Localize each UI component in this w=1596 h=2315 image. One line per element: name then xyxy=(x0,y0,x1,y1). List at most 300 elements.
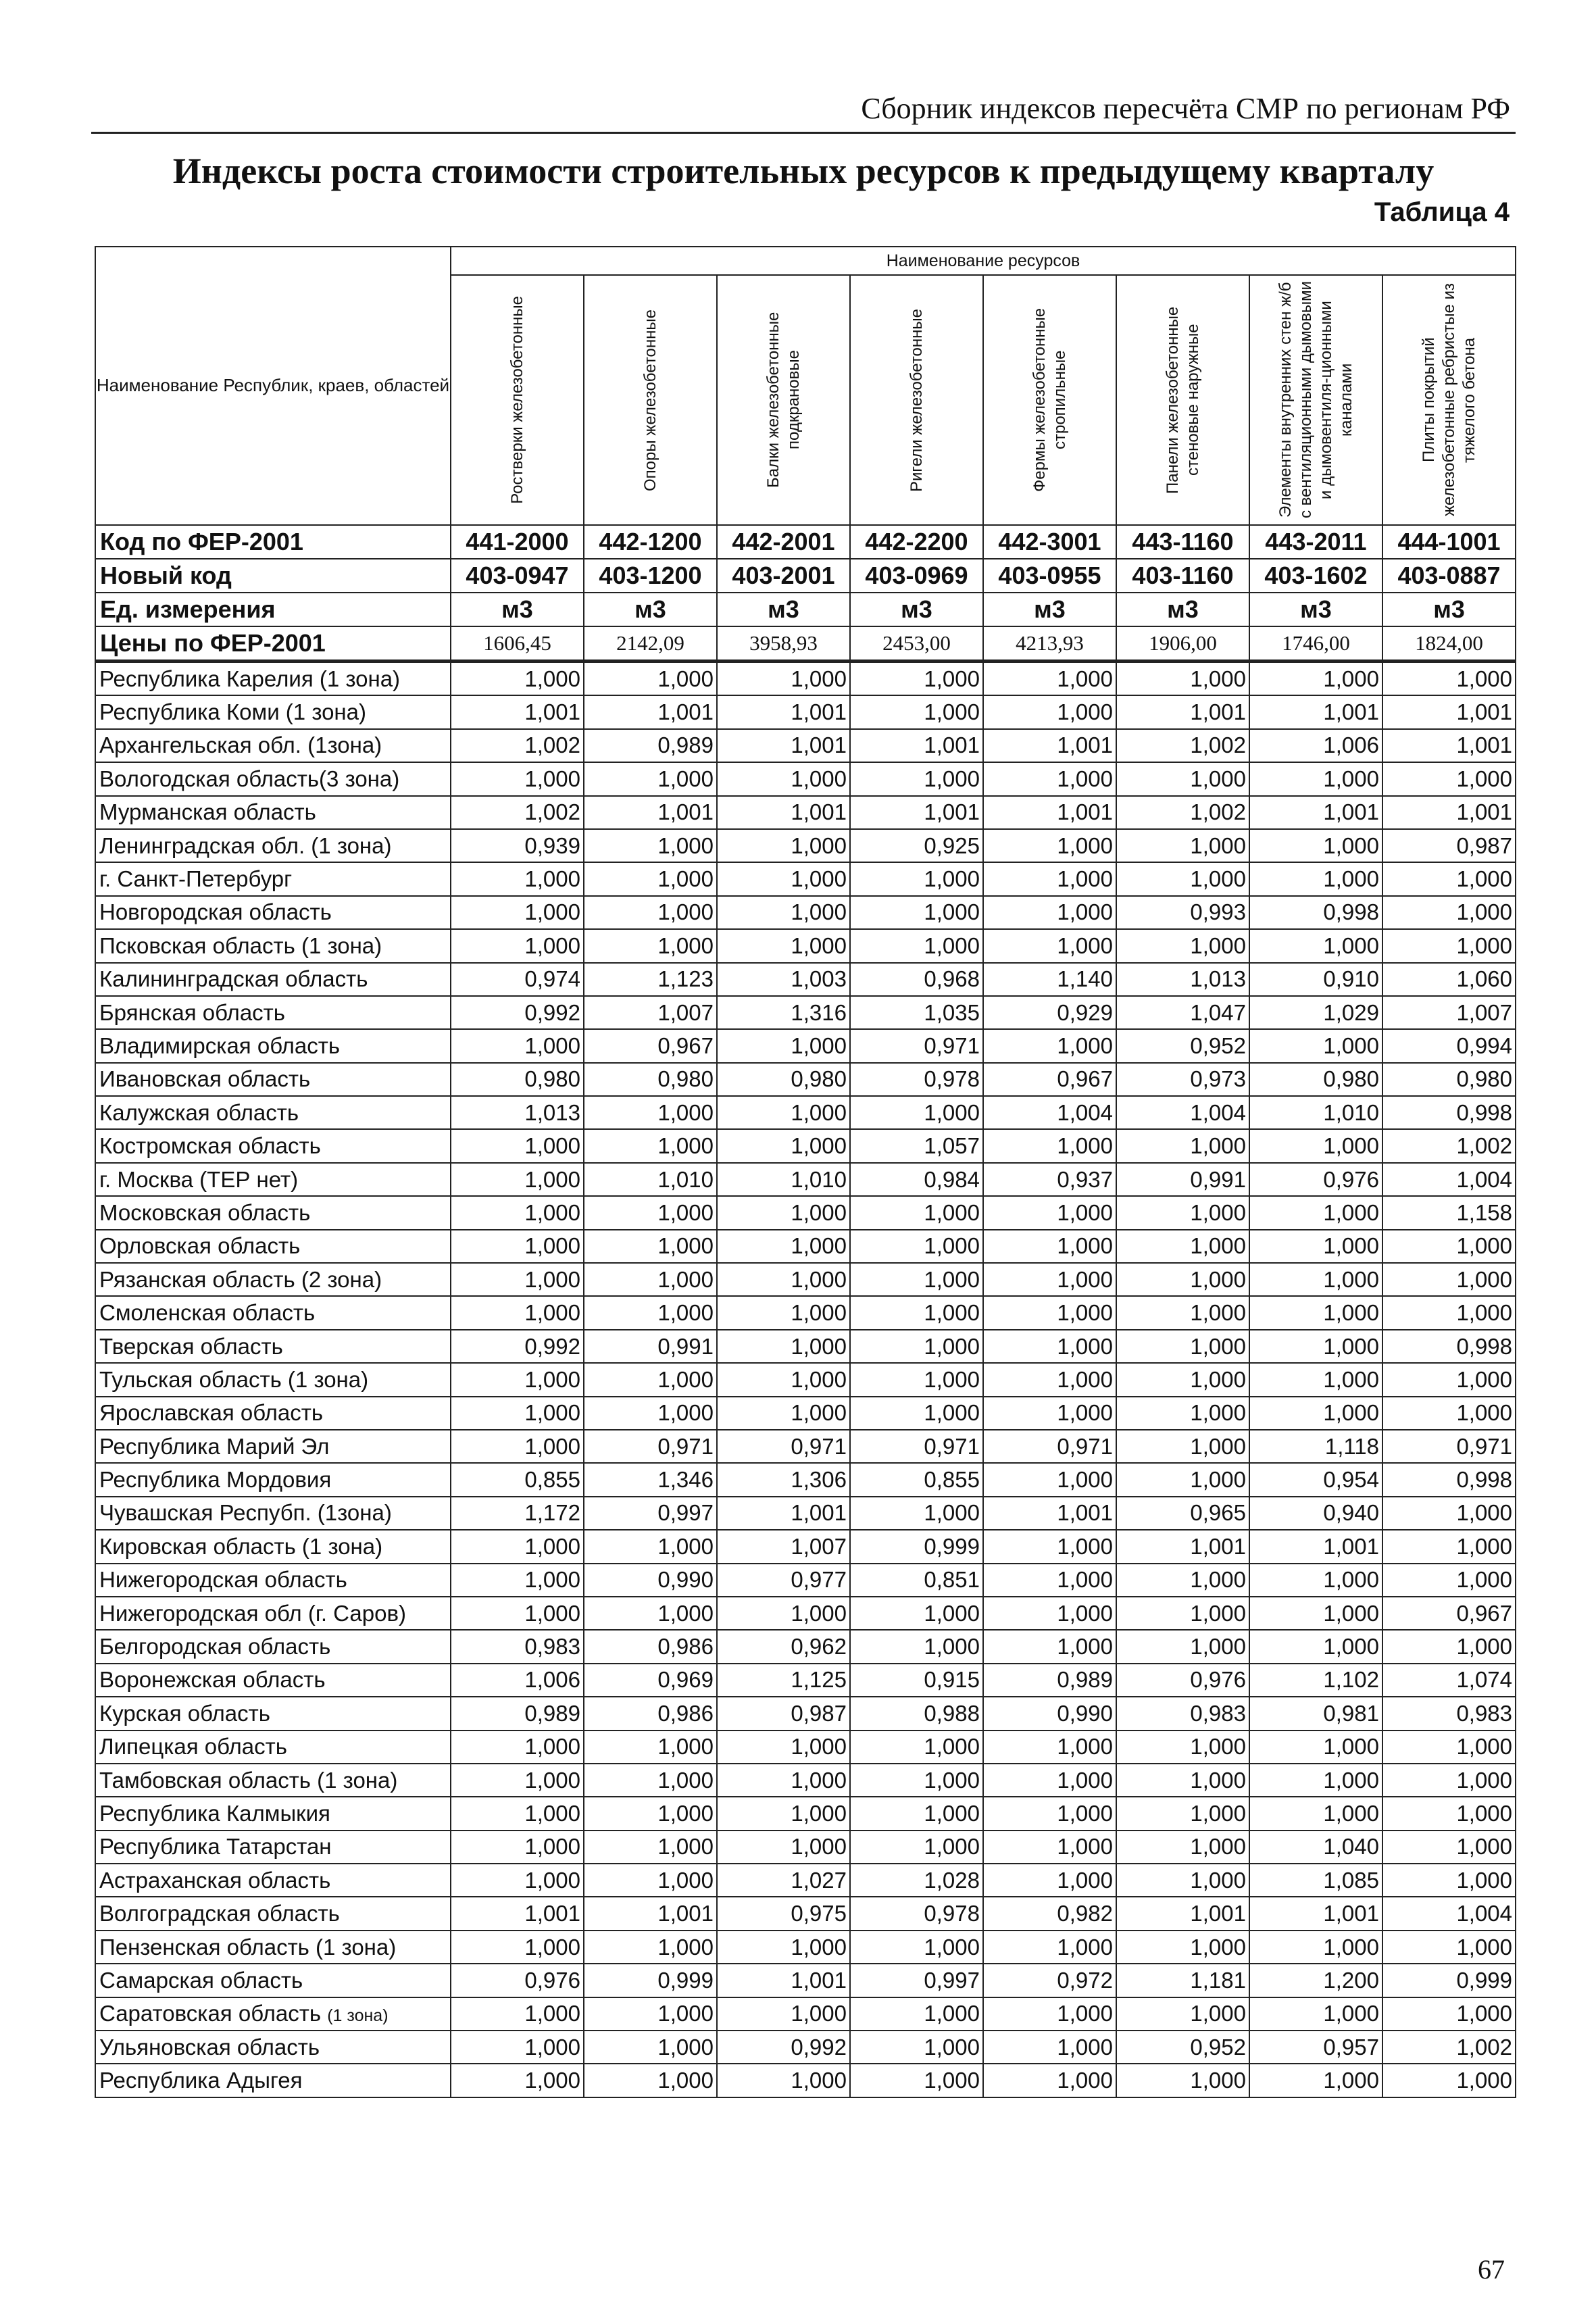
meta-cell: 1906,00 xyxy=(1116,626,1249,662)
index-value-cell: 1,000 xyxy=(717,1731,850,1764)
resource-column-label: Балки железобетонные подкрановые xyxy=(764,312,803,489)
index-value-cell: 1,028 xyxy=(850,1864,983,1897)
index-value-cell: 1,000 xyxy=(451,1530,584,1563)
index-value-cell: 0,987 xyxy=(717,1697,850,1730)
index-value-cell: 0,990 xyxy=(983,1697,1116,1730)
index-value-cell: 1,006 xyxy=(1249,729,1382,762)
region-name-cell xyxy=(95,1397,451,1430)
index-value-cell: 1,000 xyxy=(584,2031,717,2064)
index-value-cell: 1,000 xyxy=(1116,1731,1249,1764)
index-value-cell: 1,000 xyxy=(983,862,1116,895)
index-value-cell: 0,971 xyxy=(983,1430,1116,1463)
index-value-cell: 1,000 xyxy=(1116,1931,1249,1964)
table-row xyxy=(95,1063,1516,1096)
index-value-cell: 1,000 xyxy=(451,1764,584,1797)
region-name-cell xyxy=(95,1096,451,1129)
index-value-cell: 0,939 xyxy=(451,829,584,862)
region-name-cell xyxy=(95,1063,451,1096)
index-value-cell: 1,000 xyxy=(717,662,850,696)
index-value-cell: 1,306 xyxy=(717,1463,850,1496)
region-name-cell xyxy=(95,1564,451,1597)
index-value-cell: 0,980 xyxy=(1249,1063,1382,1096)
index-value-cell: 0,989 xyxy=(451,1697,584,1730)
index-value-cell: 1,000 xyxy=(850,1497,983,1530)
index-value-cell: 1,029 xyxy=(1249,996,1382,1029)
index-value-cell: 1,000 xyxy=(1116,762,1249,795)
index-value-cell: 1,000 xyxy=(1116,1363,1249,1396)
index-value-cell: 0,976 xyxy=(1116,1664,1249,1697)
index-value-cell: 1,000 xyxy=(983,1330,1116,1363)
index-value-cell: 1,000 xyxy=(717,1230,850,1263)
index-value-cell: 0,989 xyxy=(983,1664,1116,1697)
region-name: Архангельская обл. (1зона) xyxy=(99,732,382,758)
index-value-cell: 0,992 xyxy=(451,1330,584,1363)
index-value-cell: 0,994 xyxy=(1382,1029,1516,1062)
index-value-cell: 1,000 xyxy=(717,1129,850,1162)
index-value-cell: 1,000 xyxy=(1249,862,1382,895)
region-name: Ярославская область xyxy=(99,1400,324,1426)
index-value-cell: 0,983 xyxy=(1116,1697,1249,1730)
index-value-cell: 0,915 xyxy=(850,1664,983,1697)
index-value-cell: 1,000 xyxy=(850,1831,983,1864)
index-value-cell: 1,000 xyxy=(1116,1797,1249,1830)
region-name: Ивановская область xyxy=(99,1066,311,1092)
index-value-cell: 1,000 xyxy=(1116,1864,1249,1897)
index-value-cell: 1,000 xyxy=(584,1196,717,1229)
index-value-cell: 1,000 xyxy=(451,1296,584,1329)
index-value-cell: 1,000 xyxy=(1249,1797,1382,1830)
region-name-cell xyxy=(95,1864,451,1897)
index-value-cell: 0,968 xyxy=(850,963,983,996)
index-value-cell: 1,000 xyxy=(850,662,983,696)
meta-row-label: Цены по ФЕР-2001 xyxy=(95,626,451,662)
page-number: 67 xyxy=(1478,2254,1505,2285)
table-row xyxy=(95,1463,1516,1496)
resources-group-header: Наименование ресурсов xyxy=(451,247,1516,275)
table-row xyxy=(95,1997,1516,2031)
region-name: Новгородская область xyxy=(99,899,332,925)
index-value-cell: 1,000 xyxy=(584,1731,717,1764)
index-value-cell: 1,000 xyxy=(451,1397,584,1430)
index-value-cell: 1,000 xyxy=(584,929,717,962)
index-value-cell: 1,000 xyxy=(584,1931,717,1964)
index-value-cell: 1,200 xyxy=(1249,1964,1382,1997)
meta-cell: 1746,00 xyxy=(1249,626,1382,662)
meta-cell: 3958,93 xyxy=(717,626,850,662)
index-value-cell: 1,004 xyxy=(983,1096,1116,1129)
resource-column-header xyxy=(850,275,983,525)
index-value-cell: 1,000 xyxy=(850,929,983,962)
index-value-cell: 1,000 xyxy=(1249,1731,1382,1764)
index-value-cell: 1,000 xyxy=(451,896,584,929)
index-value-cell: 0,967 xyxy=(584,1029,717,1062)
index-value-cell: 1,007 xyxy=(1382,996,1516,1029)
region-name-cell xyxy=(95,829,451,862)
index-value-cell: 1,002 xyxy=(451,796,584,829)
index-value-cell: 0,991 xyxy=(584,1330,717,1363)
meta-row-new-code xyxy=(95,559,1516,593)
index-value-cell: 0,971 xyxy=(584,1430,717,1463)
meta-row-label: Новый код xyxy=(95,559,451,593)
table-row xyxy=(95,1764,1516,1797)
table-row xyxy=(95,1497,1516,1530)
index-value-cell: 1,000 xyxy=(1116,1463,1249,1496)
index-value-cell: 1,000 xyxy=(850,1797,983,1830)
index-value-cell: 1,000 xyxy=(1249,1363,1382,1396)
index-value-cell: 1,001 xyxy=(451,695,584,728)
meta-cell: м3 xyxy=(850,593,983,626)
resource-column-label: Панели железобетонные стеновые наружные xyxy=(1163,306,1202,494)
index-value-cell: 0,940 xyxy=(1249,1497,1382,1530)
table-row xyxy=(95,1831,1516,1864)
meta-cell: 443-2011 xyxy=(1249,525,1382,559)
region-name-cell xyxy=(95,1764,451,1797)
region-name: Брянская область xyxy=(99,999,285,1025)
index-value-cell: 0,929 xyxy=(983,996,1116,1029)
index-value-cell: 1,001 xyxy=(1249,796,1382,829)
region-name: Владимирская область xyxy=(99,1032,341,1058)
index-value-cell: 1,000 xyxy=(1249,1330,1382,1363)
index-value-cell: 0,978 xyxy=(850,1063,983,1096)
index-value-cell: 0,980 xyxy=(717,1063,850,1096)
index-value-cell: 1,002 xyxy=(1382,1129,1516,1162)
region-name-cell xyxy=(95,996,451,1029)
region-name: Нижегородская обл (г. Саров) xyxy=(99,1600,406,1626)
table-row xyxy=(95,1931,1516,1964)
index-value-cell: 0,967 xyxy=(983,1063,1116,1096)
region-name: Тамбовская область (1 зона) xyxy=(99,1767,398,1793)
region-name-cell xyxy=(95,1029,451,1062)
region-name: г. Санкт-Петербург xyxy=(99,866,293,892)
index-value-cell: 1,000 xyxy=(850,1731,983,1764)
index-value-cell: 1,000 xyxy=(584,896,717,929)
region-name: Воронежская область xyxy=(99,1667,326,1693)
index-value-cell: 1,000 xyxy=(983,1230,1116,1263)
index-value-cell: 1,000 xyxy=(850,1764,983,1797)
index-value-cell: 1,000 xyxy=(451,1430,584,1463)
index-value-cell: 1,000 xyxy=(850,1263,983,1296)
index-value-cell: 1,000 xyxy=(983,2031,1116,2064)
index-value-cell: 1,000 xyxy=(1249,1630,1382,1663)
resource-column-header xyxy=(1116,275,1249,525)
index-value-cell: 0,855 xyxy=(451,1463,584,1496)
table-row xyxy=(95,929,1516,962)
index-value-cell: 1,000 xyxy=(1249,1129,1382,1162)
index-value-cell: 1,000 xyxy=(1382,1497,1516,1530)
index-value-cell: 1,181 xyxy=(1116,1964,1249,1997)
table-row xyxy=(95,1397,1516,1430)
region-name: Кировская область (1 зона) xyxy=(99,1533,383,1559)
table-row xyxy=(95,762,1516,795)
meta-cell: 442-2001 xyxy=(717,525,850,559)
meta-cell: 403-0955 xyxy=(983,559,1116,593)
index-value-cell: 0,971 xyxy=(717,1430,850,1463)
index-value-cell: 1,000 xyxy=(451,1797,584,1830)
index-value-cell: 1,001 xyxy=(584,1897,717,1930)
meta-cell: м3 xyxy=(1116,593,1249,626)
index-value-cell: 1,001 xyxy=(717,729,850,762)
index-value-cell: 1,000 xyxy=(1249,762,1382,795)
region-name-cell xyxy=(95,1664,451,1697)
index-value-cell: 1,000 xyxy=(584,1096,717,1129)
index-value-cell: 1,000 xyxy=(1382,1630,1516,1663)
index-value-cell: 0,992 xyxy=(451,996,584,1029)
region-name-cell xyxy=(95,1597,451,1630)
index-value-cell: 1,000 xyxy=(717,762,850,795)
index-value-cell: 0,974 xyxy=(451,963,584,996)
region-name: Астраханская область xyxy=(99,1867,331,1893)
table-row xyxy=(95,1430,1516,1463)
index-value-cell: 1,000 xyxy=(1382,929,1516,962)
index-value-cell: 1,000 xyxy=(584,662,717,696)
index-value-cell: 1,000 xyxy=(717,1931,850,1964)
index-value-cell: 1,000 xyxy=(451,1831,584,1864)
index-value-cell: 1,000 xyxy=(451,1129,584,1162)
index-value-cell: 1,001 xyxy=(584,796,717,829)
meta-cell: 4213,93 xyxy=(983,626,1116,662)
index-value-cell: 0,992 xyxy=(717,2031,850,2064)
index-value-cell: 0,937 xyxy=(983,1163,1116,1196)
index-value-cell: 1,000 xyxy=(850,1096,983,1129)
page-title: Индексы роста стоимости строительных ресурсов к предыдущему кварталу xyxy=(172,151,1435,191)
index-value-cell: 1,000 xyxy=(1116,1430,1249,1463)
index-value-cell: 1,000 xyxy=(1382,2064,1516,2097)
index-value-cell: 1,000 xyxy=(717,829,850,862)
region-name-cell xyxy=(95,1697,451,1730)
index-value-cell: 1,000 xyxy=(1116,829,1249,862)
region-name: Орловская область xyxy=(99,1233,301,1259)
table-row xyxy=(95,1731,1516,1764)
region-name-cell xyxy=(95,896,451,929)
meta-cell: 403-0947 xyxy=(451,559,584,593)
index-value-cell: 1,000 xyxy=(584,1831,717,1864)
table-row xyxy=(95,1630,1516,1663)
index-value-cell: 1,000 xyxy=(717,1330,850,1363)
index-value-cell: 0,984 xyxy=(850,1163,983,1196)
index-value-cell: 0,989 xyxy=(584,729,717,762)
region-name-cell xyxy=(95,2031,451,2064)
index-value-cell: 1,000 xyxy=(584,1797,717,1830)
resource-column-label: Опоры железобетонные xyxy=(641,309,659,491)
index-value-cell: 0,999 xyxy=(584,1964,717,1997)
resource-column-header xyxy=(1382,275,1516,525)
index-value-cell: 1,000 xyxy=(717,896,850,929)
index-value-cell: 1,000 xyxy=(983,1764,1116,1797)
index-value-cell: 1,000 xyxy=(451,2064,584,2097)
index-value-cell: 1,000 xyxy=(850,1330,983,1363)
index-value-cell: 0,851 xyxy=(850,1564,983,1597)
index-value-cell: 1,000 xyxy=(451,1864,584,1897)
index-value-cell: 1,000 xyxy=(451,1029,584,1062)
index-value-cell: 1,000 xyxy=(451,1597,584,1630)
index-value-cell: 1,000 xyxy=(983,662,1116,696)
index-value-cell: 1,004 xyxy=(1116,1096,1249,1129)
meta-cell: м3 xyxy=(584,593,717,626)
index-value-cell: 1,000 xyxy=(983,1029,1116,1062)
index-value-cell: 0,983 xyxy=(451,1630,584,1663)
index-value-cell: 0,972 xyxy=(983,1964,1116,1997)
index-value-cell: 0,999 xyxy=(1382,1964,1516,1997)
index-value-cell: 1,000 xyxy=(451,1196,584,1229)
index-value-cell: 1,013 xyxy=(1116,963,1249,996)
index-value-cell: 1,000 xyxy=(1116,1764,1249,1797)
meta-cell: 1606,45 xyxy=(451,626,584,662)
index-value-cell: 1,000 xyxy=(983,1263,1116,1296)
index-value-cell: 1,000 xyxy=(983,762,1116,795)
index-value-cell: 1,000 xyxy=(983,1597,1116,1630)
region-name: Тверская область xyxy=(99,1333,283,1359)
region-name: Республика Марий Эл xyxy=(99,1433,330,1459)
index-value-cell: 1,000 xyxy=(584,862,717,895)
index-value-cell: 1,001 xyxy=(1382,695,1516,728)
resource-column-header xyxy=(1249,275,1382,525)
index-value-cell: 1,000 xyxy=(983,1797,1116,1830)
region-name: Московская область xyxy=(99,1199,311,1225)
meta-cell: м3 xyxy=(451,593,584,626)
index-value-cell: 0,997 xyxy=(584,1497,717,1530)
index-value-cell: 1,000 xyxy=(850,1363,983,1396)
index-value-cell: 1,000 xyxy=(717,1363,850,1396)
index-value-cell: 1,047 xyxy=(1116,996,1249,1029)
index-value-cell: 1,000 xyxy=(850,762,983,795)
region-name-cell xyxy=(95,1797,451,1830)
index-value-cell: 1,000 xyxy=(451,2031,584,2064)
index-value-cell: 1,000 xyxy=(1249,1597,1382,1630)
table-row xyxy=(95,1897,1516,1930)
table-row xyxy=(95,1697,1516,1730)
index-value-cell: 1,000 xyxy=(451,1564,584,1597)
meta-cell: 403-2001 xyxy=(717,559,850,593)
index-value-cell: 1,000 xyxy=(1116,1129,1249,1162)
region-name-cell xyxy=(95,1630,451,1663)
meta-cell: м3 xyxy=(1249,593,1382,626)
index-value-cell: 1,000 xyxy=(717,1597,850,1630)
region-name-cell xyxy=(95,1430,451,1463)
index-value-cell: 0,971 xyxy=(850,1029,983,1062)
table-row xyxy=(95,1564,1516,1597)
index-value-cell: 1,000 xyxy=(850,695,983,728)
index-value-cell: 1,000 xyxy=(1249,1230,1382,1263)
table-row xyxy=(95,695,1516,728)
index-value-cell: 1,000 xyxy=(717,2064,850,2097)
index-value-cell: 1,000 xyxy=(451,1263,584,1296)
meta-cell: 2453,00 xyxy=(850,626,983,662)
index-value-cell: 1,060 xyxy=(1382,963,1516,996)
index-value-cell: 1,000 xyxy=(717,929,850,962)
region-name: г. Москва (ТЕР нет) xyxy=(99,1166,299,1192)
index-value-cell: 1,102 xyxy=(1249,1664,1382,1697)
region-name-cell xyxy=(95,1330,451,1363)
region-name: Республика Калмыкия xyxy=(99,1800,330,1826)
region-name-cell xyxy=(95,1463,451,1496)
index-value-cell: 1,000 xyxy=(1382,1797,1516,1830)
index-value-cell: 1,000 xyxy=(983,1530,1116,1563)
meta-cell: 403-1160 xyxy=(1116,559,1249,593)
index-value-cell: 1,000 xyxy=(1249,1196,1382,1229)
index-value-cell: 1,000 xyxy=(983,1196,1116,1229)
index-value-cell: 1,000 xyxy=(1116,1997,1249,2031)
index-value-cell: 1,001 xyxy=(717,695,850,728)
index-value-cell: 0,998 xyxy=(1382,1096,1516,1129)
region-name: Чувашская Респубп. (1зона) xyxy=(99,1500,392,1526)
index-value-cell: 0,855 xyxy=(850,1463,983,1496)
index-value-cell: 1,000 xyxy=(1116,1263,1249,1296)
index-value-cell: 1,158 xyxy=(1382,1196,1516,1229)
table-row xyxy=(95,1363,1516,1396)
index-value-cell: 1,000 xyxy=(717,1296,850,1329)
index-value-cell: 1,000 xyxy=(584,1764,717,1797)
index-value-cell: 0,991 xyxy=(1116,1163,1249,1196)
table-row xyxy=(95,1296,1516,1329)
index-value-cell: 1,000 xyxy=(1382,1530,1516,1563)
index-value-cell: 1,001 xyxy=(451,1897,584,1930)
index-value-cell: 1,000 xyxy=(1116,1831,1249,1864)
region-name: Республика Татарстан xyxy=(99,1834,332,1860)
index-value-cell: 1,000 xyxy=(584,2064,717,2097)
table-row xyxy=(95,1964,1516,1997)
table-row xyxy=(95,2031,1516,2064)
table-row xyxy=(95,829,1516,862)
index-value-cell: 1,000 xyxy=(983,1731,1116,1764)
index-value-cell: 1,057 xyxy=(850,1129,983,1162)
index-value-cell: 1,000 xyxy=(584,1230,717,1263)
index-value-cell: 1,000 xyxy=(1116,2064,1249,2097)
index-value-cell: 1,010 xyxy=(1249,1096,1382,1129)
meta-row-price xyxy=(95,626,1516,662)
region-name-cell xyxy=(95,1296,451,1329)
table-row xyxy=(95,796,1516,829)
index-value-cell: 1,001 xyxy=(717,1497,850,1530)
index-value-cell: 1,000 xyxy=(451,1230,584,1263)
index-value-cell: 0,986 xyxy=(584,1697,717,1730)
region-name: Самарская область xyxy=(99,1967,303,1993)
index-value-cell: 1,000 xyxy=(584,1997,717,2031)
index-value-cell: 1,000 xyxy=(983,1397,1116,1430)
index-value-cell: 1,000 xyxy=(983,829,1116,862)
index-value-cell: 1,000 xyxy=(1116,1597,1249,1630)
index-value-cell: 0,980 xyxy=(584,1063,717,1096)
table-row xyxy=(95,1530,1516,1563)
index-value-cell: 1,000 xyxy=(1382,762,1516,795)
index-value-cell: 1,000 xyxy=(850,1597,983,1630)
region-name: Республика Адыгея xyxy=(99,2068,303,2093)
region-name-cell xyxy=(95,929,451,962)
region-name-cell xyxy=(95,796,451,829)
index-value-cell: 1,000 xyxy=(1382,1564,1516,1597)
index-value-cell: 1,000 xyxy=(1249,1997,1382,2031)
meta-cell: 443-1160 xyxy=(1116,525,1249,559)
index-value-cell: 1,002 xyxy=(1382,2031,1516,2064)
index-value-cell: 0,969 xyxy=(584,1664,717,1697)
region-name: Ленинградская обл. (1 зона) xyxy=(99,832,392,858)
region-name: Курская область xyxy=(99,1700,270,1726)
index-value-cell: 1,000 xyxy=(850,862,983,895)
index-value-cell: 1,035 xyxy=(850,996,983,1029)
region-name: Нижегородская область xyxy=(99,1567,347,1593)
region-name-cell xyxy=(95,1230,451,1263)
meta-row-fer-code xyxy=(95,525,1516,559)
index-value-cell: 1,000 xyxy=(451,1731,584,1764)
region-name: Белгородская область xyxy=(99,1634,331,1660)
resource-column-label: Плиты покрытий железобетонные ребристые из тяжелого бетона xyxy=(1419,283,1478,517)
table-row xyxy=(95,1664,1516,1697)
region-name-cell xyxy=(95,762,451,795)
index-value-cell: 1,000 xyxy=(584,1397,717,1430)
index-value-cell: 1,001 xyxy=(1249,695,1382,728)
region-name: Вологодская область(3 зона) xyxy=(99,766,400,791)
region-name-cell xyxy=(95,1997,451,2031)
index-value-cell: 0,988 xyxy=(850,1697,983,1730)
